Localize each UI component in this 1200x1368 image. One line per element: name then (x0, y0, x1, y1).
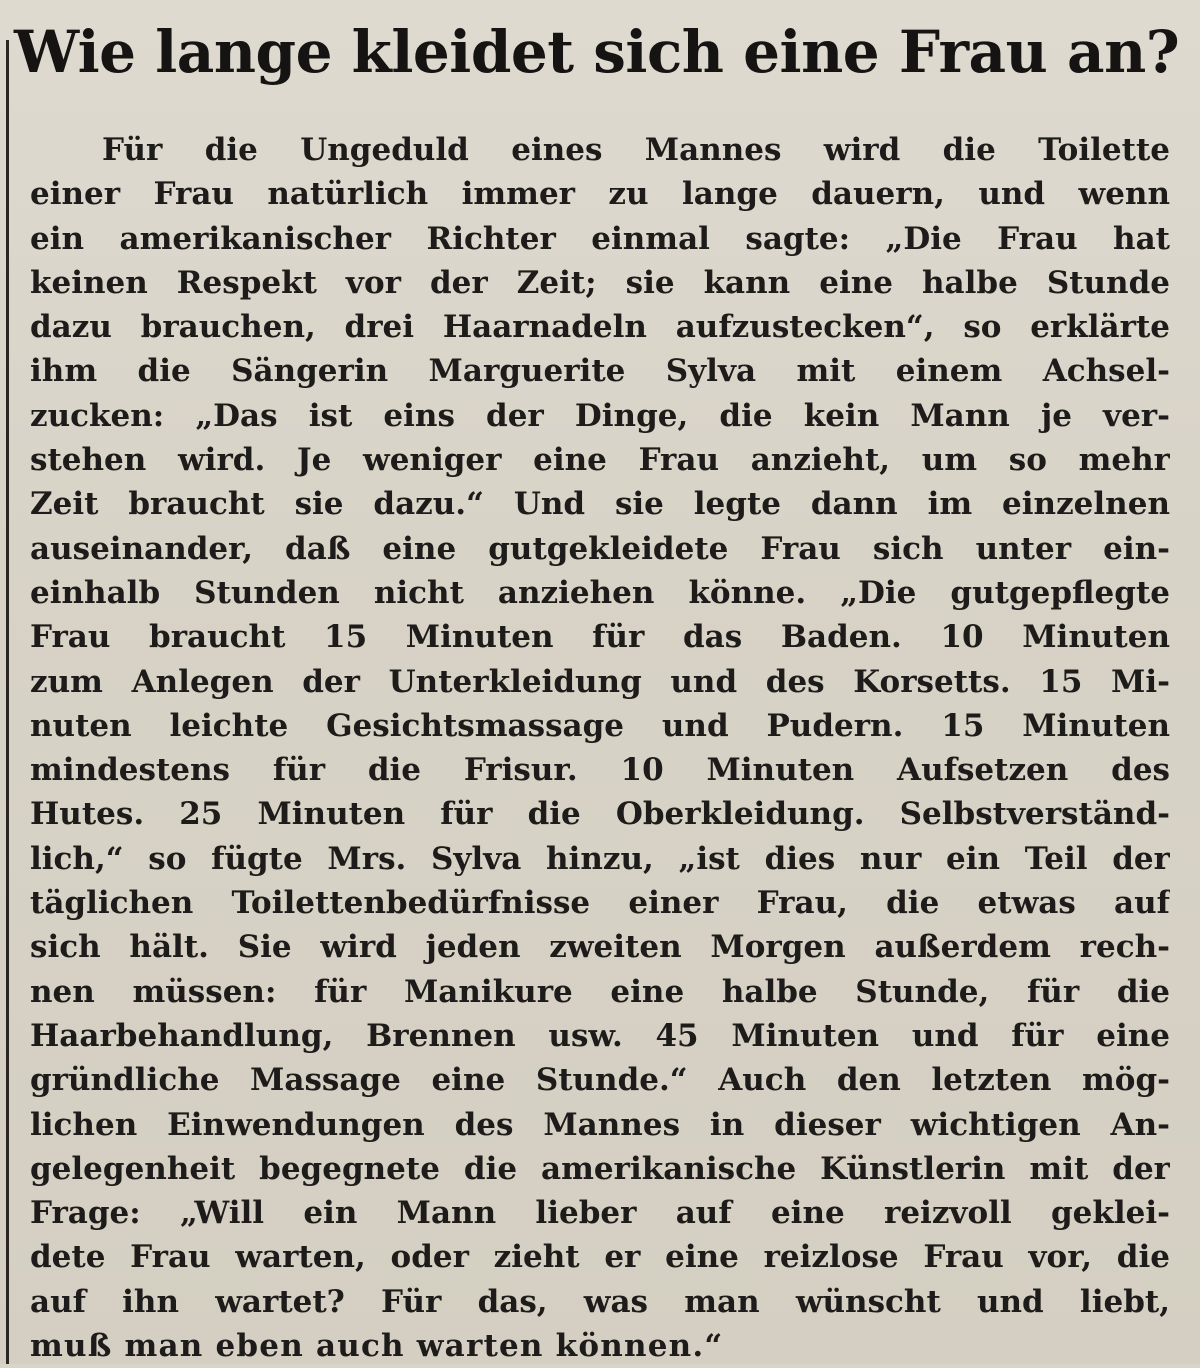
article-line: dete Frau warten, oder zieht er eine reizlose Frau vor, die (30, 1239, 1170, 1276)
article-line: muß man eben auch warten können.“ (30, 1328, 724, 1365)
article-line: Hutes. 25 Minuten für die Oberkleidung. Selbstverständ- (30, 796, 1170, 833)
column-rule (6, 40, 9, 1364)
article-line: keinen Respekt vor der Zeit; sie kann eine halbe Stunde (30, 264, 1170, 301)
article-line: zum Anlegen der Unterkleidung und des Korsetts. 15 Mi- (30, 663, 1170, 700)
article-line: auf ihn wartet? Für das, was man wünscht und liebt, (30, 1283, 1170, 1320)
article-body (30, 128, 1170, 1365)
article-line: nuten leichte Gesichtsmassage und Pudern. 15 Minuten (30, 707, 1170, 744)
article-line: Zeit braucht sie dazu.“ Und sie legte dann im einzelnen (30, 486, 1170, 523)
article-line: Frau braucht 15 Minuten für das Baden. 10 Minuten (30, 619, 1170, 656)
article-line: einer Frau natürlich immer zu lange dauern, und wenn (30, 176, 1170, 213)
article-line: gründliche Massage eine Stunde.“ Auch den letzten mög- (30, 1062, 1170, 1099)
article-line: sich hält. Sie wird jeden zweiten Morgen außerdem rech- (30, 929, 1170, 966)
article-line: gelegenheit begegnete die amerikanische Künstlerin mit der (30, 1150, 1170, 1187)
article-line: dazu brauchen, drei Haarnadeln aufzustecken“, so erklärte (30, 309, 1170, 346)
article-line: nen müssen: für Manikure eine halbe Stunde, für die (30, 973, 1170, 1010)
article-line: mindestens für die Frisur. 10 Minuten Aufsetzen des (30, 752, 1170, 789)
article-line: Für die Ungeduld eines Mannes wird die Toilette (102, 132, 1170, 168)
article-line: auseinander, daß eine gutgekleidete Frau sich unter ein- (30, 530, 1170, 567)
article-line: ein amerikanischer Richter einmal sagte: „Die Frau hat (30, 220, 1170, 257)
article-line: Frage: „Will ein Mann lieber auf eine reizvoll geklei- (30, 1195, 1170, 1232)
article-line: stehen wird. Je weniger eine Frau anzieht, um so mehr (30, 442, 1170, 479)
article-line: lichen Einwendungen des Mannes in dieser wichtigen An- (30, 1106, 1170, 1143)
article-line: Haarbehandlung, Brennen usw. 45 Minuten und für eine (30, 1017, 1170, 1054)
article-line: einhalb Stunden nicht anziehen könne. „Die gutgepflegte (30, 574, 1170, 611)
article-line: zucken: „Das ist eins der Dinge, die kein Mann je ver- (30, 397, 1170, 434)
article-line: täglichen Toilettenbedürfnisse einer Frau, die etwas auf (30, 885, 1170, 922)
article-line: ihm die Sängerin Marguerite Sylva mit einem Achsel- (30, 353, 1170, 390)
article-line: lich,“ so fügte Mrs. Sylva hinzu, „ist dies nur ein Teil der (30, 840, 1170, 877)
headline: Wie lange kleidet sich eine Frau an? (14, 18, 1180, 86)
